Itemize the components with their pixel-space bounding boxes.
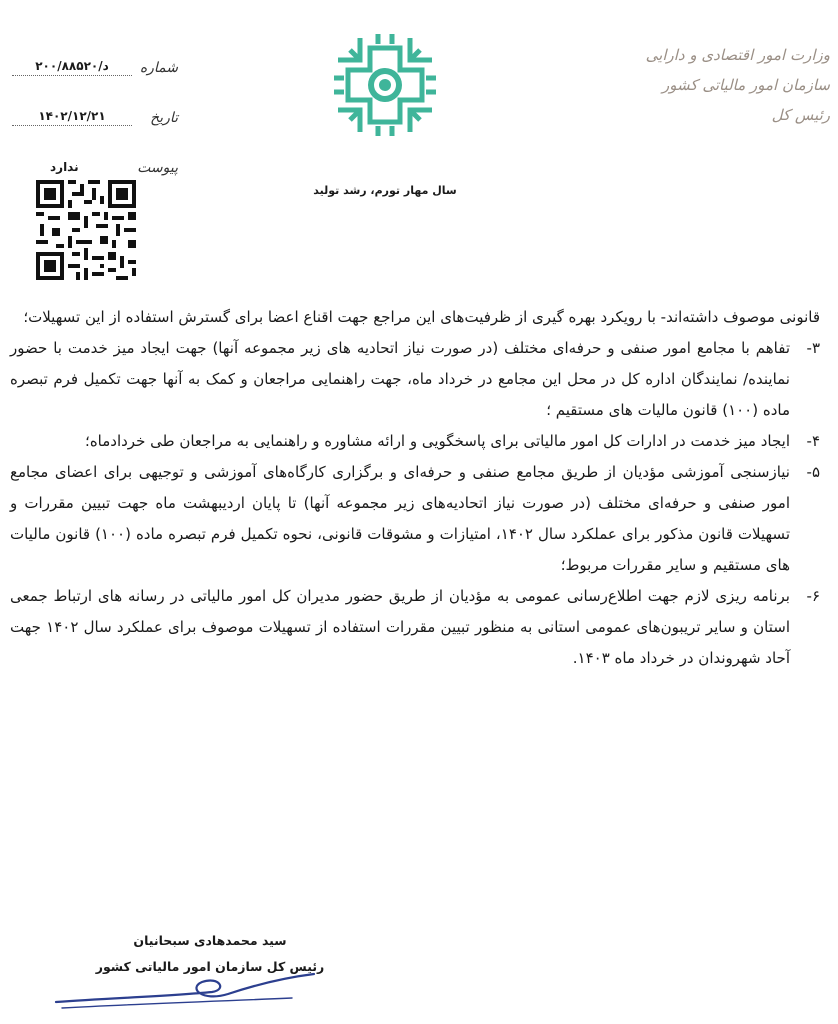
list-item: [10, 426, 820, 457]
intro-paragraph: قانونی موصوف داشته‌اند- با رویکرد بهره گیری از ظرفیت‌های این مراجع جهت اقناع اعضا برای گسترش استفاده از این تسهیلات؛: [23, 308, 820, 326]
letter-date: ۱۴۰۲/۱۲/۲۱: [12, 109, 132, 126]
org-line-organization: سازمان امور مالیاتی کشور: [662, 76, 830, 94]
item-text: تفاهم با مجامع امور صنفی و حرفه‌ای مختلف (در صورت نیاز اتحادیه های زیر مجموعه آنها) جهت ایجاد میز خدمت با حضور نماینده/ نمایندگان اداره کل در محل این مجامع در خرداد ماه، جهت راهنمایی مراجعان و کمک به آنها جهت تکمیل فرم تبصره ماده (۱۰۰) قانون مالیات های مستقیم ؛: [10, 339, 790, 419]
item-text: ایجاد میز خدمت در ادارات کل امور مالیاتی برای پاسخگویی و ارائه مشاوره و راهنمایی به مراجعان طی خردادماه؛: [85, 432, 790, 450]
tax-organization-logo-icon: [330, 30, 440, 140]
attachment-value: ندارد: [50, 160, 79, 174]
list-item: [10, 457, 820, 581]
list-item: [10, 581, 820, 674]
letter-number: د/۲۰۰/۸۸۵۲۰: [12, 59, 132, 76]
item-number: ۳-: [806, 339, 820, 357]
item-number: ۶-: [806, 587, 820, 605]
year-slogan: سال مهار تورم، رشد تولید: [313, 184, 457, 197]
letter-body: [10, 302, 820, 674]
item-text: نیازسنجی آموزشی مؤدیان از طریق مجامع صنفی و حرفه‌ای و برگزاری کارگاه‌های آموزشی و توجیهی برای اعضای مجامع امور صنفی و حرفه‌ای مختلف (در صورت نیاز اتحادیه‌های زیر مجموعه آنها) تا پایان اردیبهشت ماه جهت تبیین مقررات و تسهیلات قانون مذکور برای عملکرد سال ۱۴۰۲، امتیازات و مشوقات قانونی، نحوه تکمیل فرم تبصره ماده (۱۰۰) قانون مالیات های مستقیم و سایر مقررات مربوط؛: [10, 463, 790, 574]
number-row: [12, 38, 182, 88]
number-label: شماره: [139, 60, 178, 76]
handwritten-signature-icon: [52, 958, 352, 1018]
letter-meta: [12, 38, 182, 188]
org-line-role: رئیس کل: [771, 106, 830, 124]
item-number: ۴-: [806, 432, 820, 450]
signatory-title: رئیس کل سازمان امور مالیاتی کشور: [95, 959, 325, 974]
date-row: [12, 88, 182, 138]
date-label: تاریخ: [150, 110, 178, 126]
attachment-label: پیوست: [137, 160, 178, 176]
organization-header: [630, 40, 830, 130]
list-item: [10, 333, 820, 426]
signatory-name: سید محمدهادی سبحانیان: [133, 933, 287, 948]
item-number: ۵-: [806, 463, 820, 481]
org-line-ministry: وزارت امور اقتصادی و دارایی: [645, 46, 830, 64]
item-text: برنامه ریزی لازم جهت اطلاع‌رسانی عمومی به مؤدیان از طریق حضور مدیران کل امور مالیاتی در رسانه های ارتباط جمعی استان و سایر تریبون‌های عمومی استانی به منظور تبیین مقررات استفاده از تسهیلات موصوف برای عملکرد سال ۱۴۰۲ جهت آحاد شهروندان در خرداد ماه ۱۴۰۳.: [10, 587, 790, 667]
qr-code-icon: [36, 180, 136, 280]
